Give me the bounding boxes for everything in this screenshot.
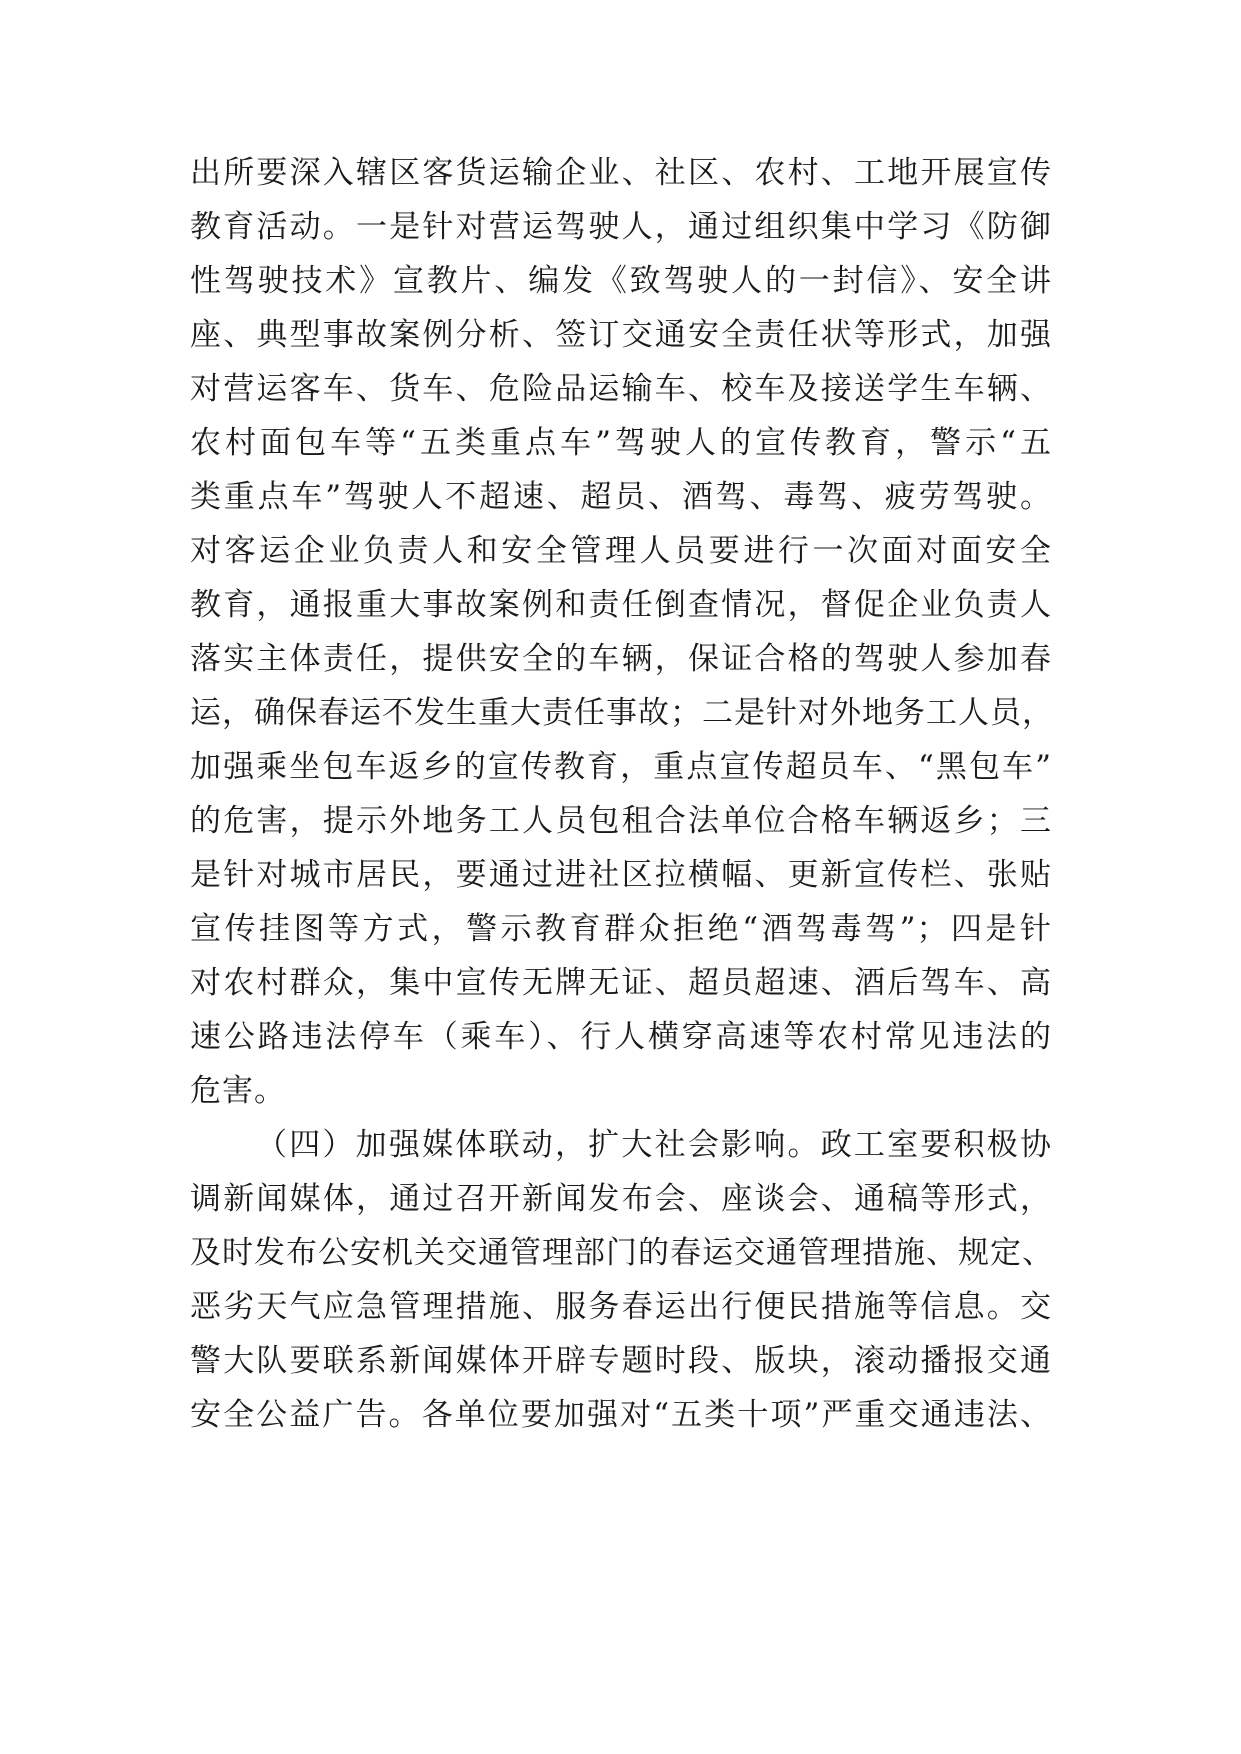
text-line: 是针对城市居民，要通过进社区拉横幅、更新宣传栏、张贴 xyxy=(190,857,1052,893)
text-line: 对客运企业负责人和安全管理人员要进行一次面对面安全 xyxy=(190,533,1052,569)
text-line: 对农村群众，集中宣传无牌无证、超员超速、酒后驾车、高 xyxy=(190,965,1052,1001)
text-line: 座、典型事故案例分析、签订交通安全责任状等形式，加强 xyxy=(190,317,1052,353)
text-line: 警大队要联系新闻媒体开辟专题时段、版块，滚动播报交通 xyxy=(190,1343,1052,1379)
text-line: 危害。 xyxy=(190,1073,286,1109)
text-line: 对营运客车、货车、危险品运输车、校车及接送学生车辆、 xyxy=(190,371,1052,407)
text-line: 调新闻媒体，通过召开新闻发布会、座谈会、通稿等形式， xyxy=(190,1181,1052,1217)
text-line: 运，确保春运不发生重大责任事故；二是针对外地务工人员， xyxy=(190,695,1054,731)
text-line: 落实主体责任，提供安全的车辆，保证合格的驾驶人参加春 xyxy=(190,641,1052,677)
text-line: 安全公益广告。各单位要加强对“五类十项”严重交通违法、 xyxy=(190,1397,1052,1433)
text-line: 类重点车”驾驶人不超速、超员、酒驾、毒驾、疲劳驾驶。 xyxy=(190,479,1052,515)
text-line: 教育，通报重大事故案例和责任倒查情况，督促企业负责人 xyxy=(190,587,1052,623)
text-line: 的危害，提示外地务工人员包租合法单位合格车辆返乡；三 xyxy=(190,803,1052,839)
text-line: 及时发布公安机关交通管理部门的春运交通管理措施、规定、 xyxy=(190,1235,1054,1271)
text-line: 恶劣天气应急管理措施、服务春运出行便民措施等信息。交 xyxy=(190,1289,1052,1325)
section-heading-line: （四）加强媒体联动，扩大社会影响。政工室要积极协 xyxy=(256,1127,1052,1163)
text-line: 加强乘坐包车返乡的宣传教育，重点宣传超员车、“黑包车” xyxy=(190,749,1052,785)
text-line: 农村面包车等“五类重点车”驾驶人的宣传教育，警示“五 xyxy=(190,425,1052,461)
text-line: 宣传挂图等方式，警示教育群众拒绝“酒驾毒驾”；四是针 xyxy=(190,911,1052,947)
text-line: 性驾驶技术》宣教片、编发《致驾驶人的一封信》、安全讲 xyxy=(190,263,1052,299)
text-line: 出所要深入辖区客货运输企业、社区、农村、工地开展宣传 xyxy=(190,155,1052,191)
text-line: 教育活动。一是针对营运驾驶人，通过组织集中学习《防御 xyxy=(190,209,1052,245)
text-line: 速公路违法停车（乘车）、行人横穿高速等农村常见违法的 xyxy=(190,1019,1052,1055)
